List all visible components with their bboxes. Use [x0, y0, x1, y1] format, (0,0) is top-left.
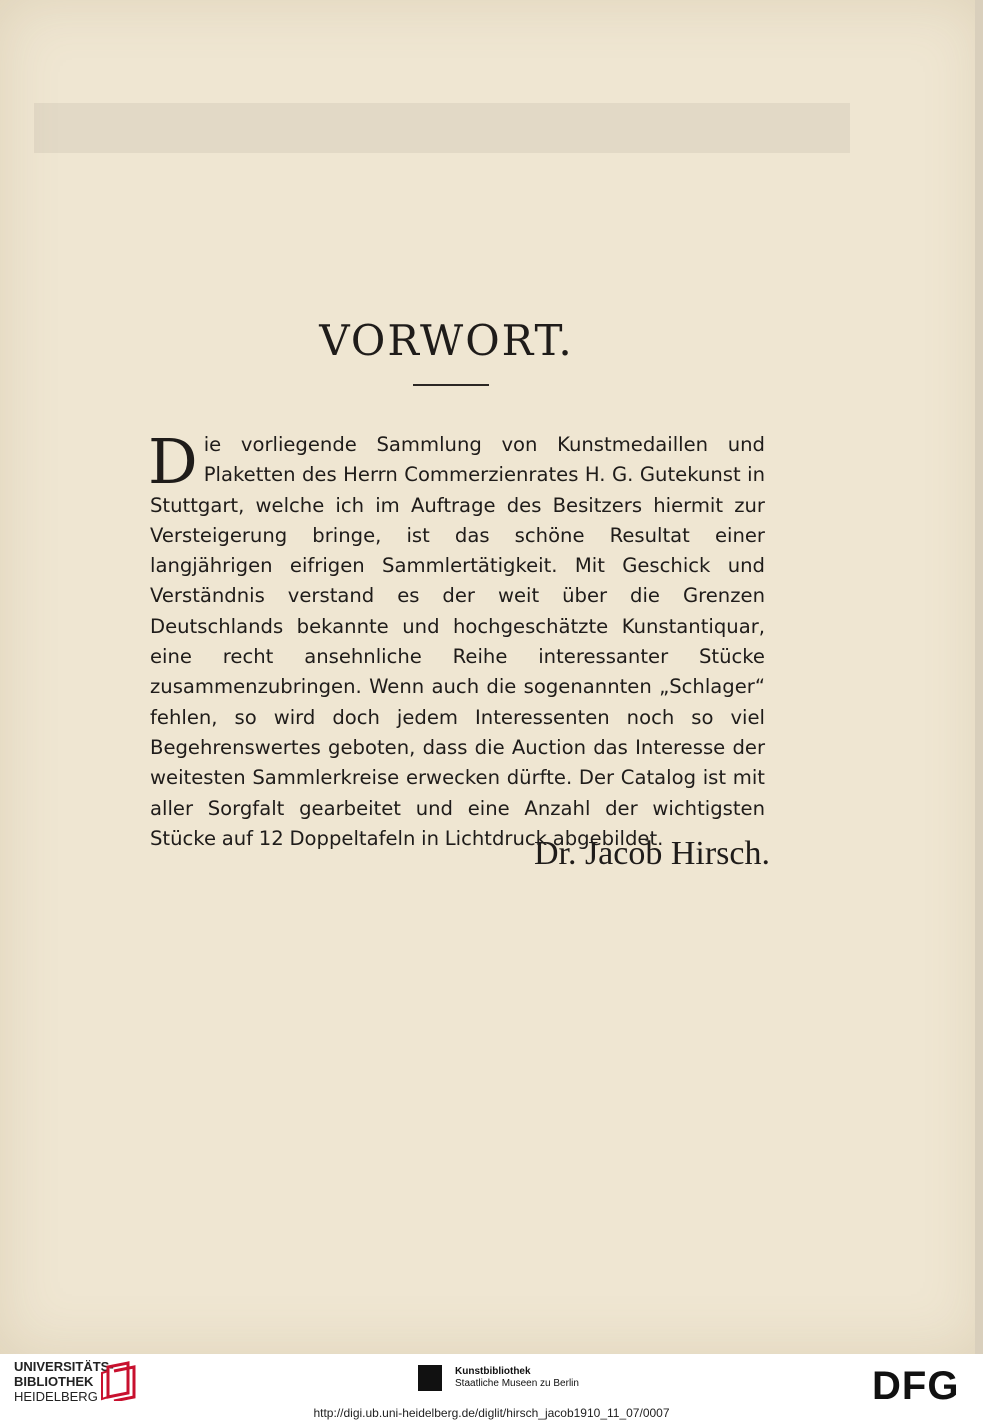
preface-paragraph	[148, 425, 765, 854]
kunstbibliothek-logo[interactable]	[455, 1366, 579, 1390]
title-divider	[413, 384, 489, 386]
ub-heidelberg-logo[interactable]	[14, 1359, 114, 1404]
library-name-line2: BIBLIOTHEK	[14, 1374, 94, 1389]
kunstbibliothek-subtitle: Staatliche Museen zu Berlin	[455, 1378, 579, 1389]
kunstbibliothek-name: Kunstbibliothek	[455, 1366, 531, 1377]
dfg-logo[interactable]: DFG	[872, 1364, 960, 1408]
signature: Dr. Jacob Hirsch.	[533, 835, 770, 872]
library-name-line3: HEIDELBERG	[14, 1389, 98, 1404]
show-through-band	[34, 103, 850, 153]
library-name-line1: UNIVERSITÄTS-	[14, 1359, 114, 1374]
kunstbibliothek-mark-icon	[418, 1365, 442, 1391]
ub-book-icon	[100, 1361, 138, 1401]
page-title: VORWORT.	[319, 316, 574, 365]
page-edge	[975, 0, 983, 1354]
preface-text: ie vorliegende Sammlung von Kunstmedaillen und Plaketten des Herrn Commerzienrates H. G. Gutekunst in Stuttgart, welche ich im Auftrage des Besitzers hiermit zur Versteigerung bringe, ist das schöne Resultat einer langjährigen eifrigen Sammlertätigkeit. Mit Geschick und Verständnis verstand es der weit über die Grenzen Deutschlands bekannte und hochgeschätzte Kunstantiquar, eine recht ansehnliche Reihe interessanter Stücke zusammenzubringen. Wenn auch die sogenannten „Schlager“ fehlen, so wird doch jedem Interessenten noch so viel Begehrenswertes geboten, dass die Auction das Interesse der weitesten Sammlerkreise erwecken dürfte. Der Catalog ist mit aller Sorgfalt gearbeitet und eine Anzahl der wichtigsten Stücke auf 12 Doppeltafeln in Lichtdruck abgebildet.	[150, 433, 765, 850]
drop-cap: D	[148, 425, 198, 498]
source-url-link[interactable]: http://digi.ub.uni-heidelberg.de/diglit/hirsch_jacob1910_11_07/0007	[313, 1406, 670, 1420]
